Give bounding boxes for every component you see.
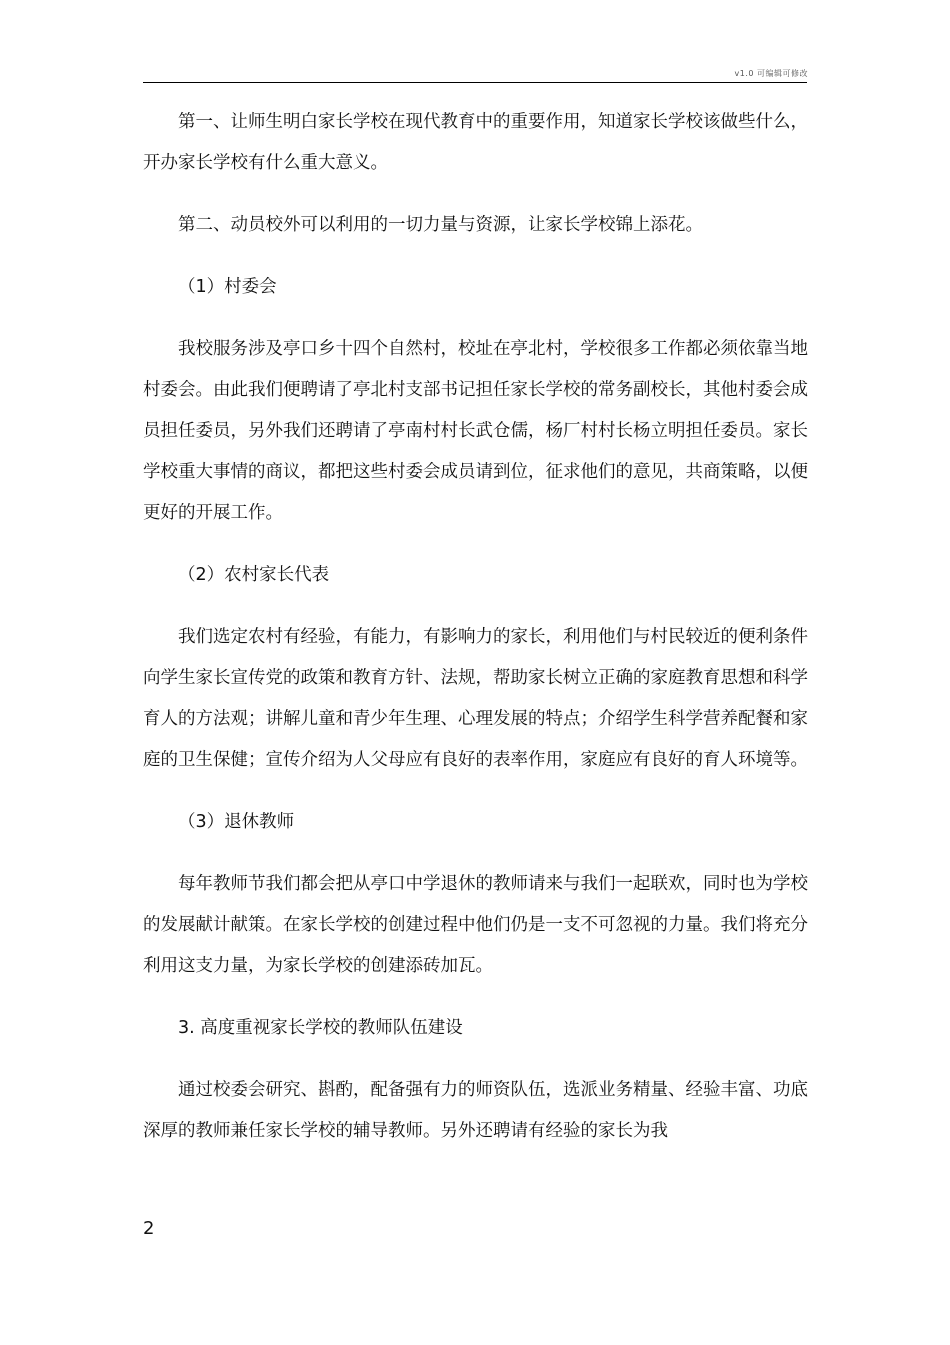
subheading-retired-teachers: （3）退休教师 bbox=[178, 812, 295, 832]
header-version-label: v1.0 可编辑可修改 bbox=[734, 69, 808, 78]
paragraph-1: 第一、让师生明白家长学校在现代教育中的重要作用，知道家长学校该做些什么，开办家长学校有什么重大意义。 bbox=[143, 112, 808, 173]
subheading-village-committee: （1）村委会 bbox=[178, 277, 277, 297]
paragraph-6: 通过校委会研究、斟酌，配备强有力的师资队伍，选派业务精量、经验丰富、功底深厚的教师兼任家长学校的辅导教师。另外还聘请有经验的家长为我 bbox=[143, 1080, 808, 1141]
page-number: 2 bbox=[143, 1218, 155, 1239]
document-body bbox=[143, 102, 809, 1152]
section-heading-teacher-team: 3. 高度重视家长学校的教师队伍建设 bbox=[178, 1018, 463, 1038]
subheading-parent-representatives: （2）农村家长代表 bbox=[178, 565, 330, 585]
paragraph-5: 每年教师节我们都会把从亭口中学退休的教师请来与我们一起联欢，同时也为学校的发展献计献策。在家长学校的创建过程中他们仍是一支不可忽视的力量。我们将充分利用这支力量，为家长学校的创建添砖加瓦。 bbox=[143, 874, 808, 976]
paragraph-2: 第二、动员校外可以利用的一切力量与资源，让家长学校锦上添花。 bbox=[178, 215, 703, 235]
paragraph-3: 我校服务涉及亭口乡十四个自然村，校址在亭北村，学校很多工作都必须依靠当地村委会。由此我们便聘请了亭北村支部书记担任家长学校的常务副校长，其他村委会成员担任委员，另外我们还聘请了亭南村村长武仓儒，杨厂村村长杨立明担任委员。家长学校重大事情的商议，都把这些村委会成员请到位，征求他们的意见，共商策略，以便更好的开展工作。 bbox=[143, 339, 808, 523]
header-rule bbox=[143, 82, 807, 83]
paragraph-4: 我们选定农村有经验，有能力，有影响力的家长，利用他们与村民较近的便利条件向学生家长宣传党的政策和教育方针、法规，帮助家长树立正确的家庭教育思想和科学育人的方法观；讲解儿童和青少年生理、心理发展的特点；介绍学生科学营养配餐和家庭的卫生保健；宣传介绍为人父母应有良好的表率作用，家庭应有良好的育人环境等。 bbox=[143, 627, 808, 770]
